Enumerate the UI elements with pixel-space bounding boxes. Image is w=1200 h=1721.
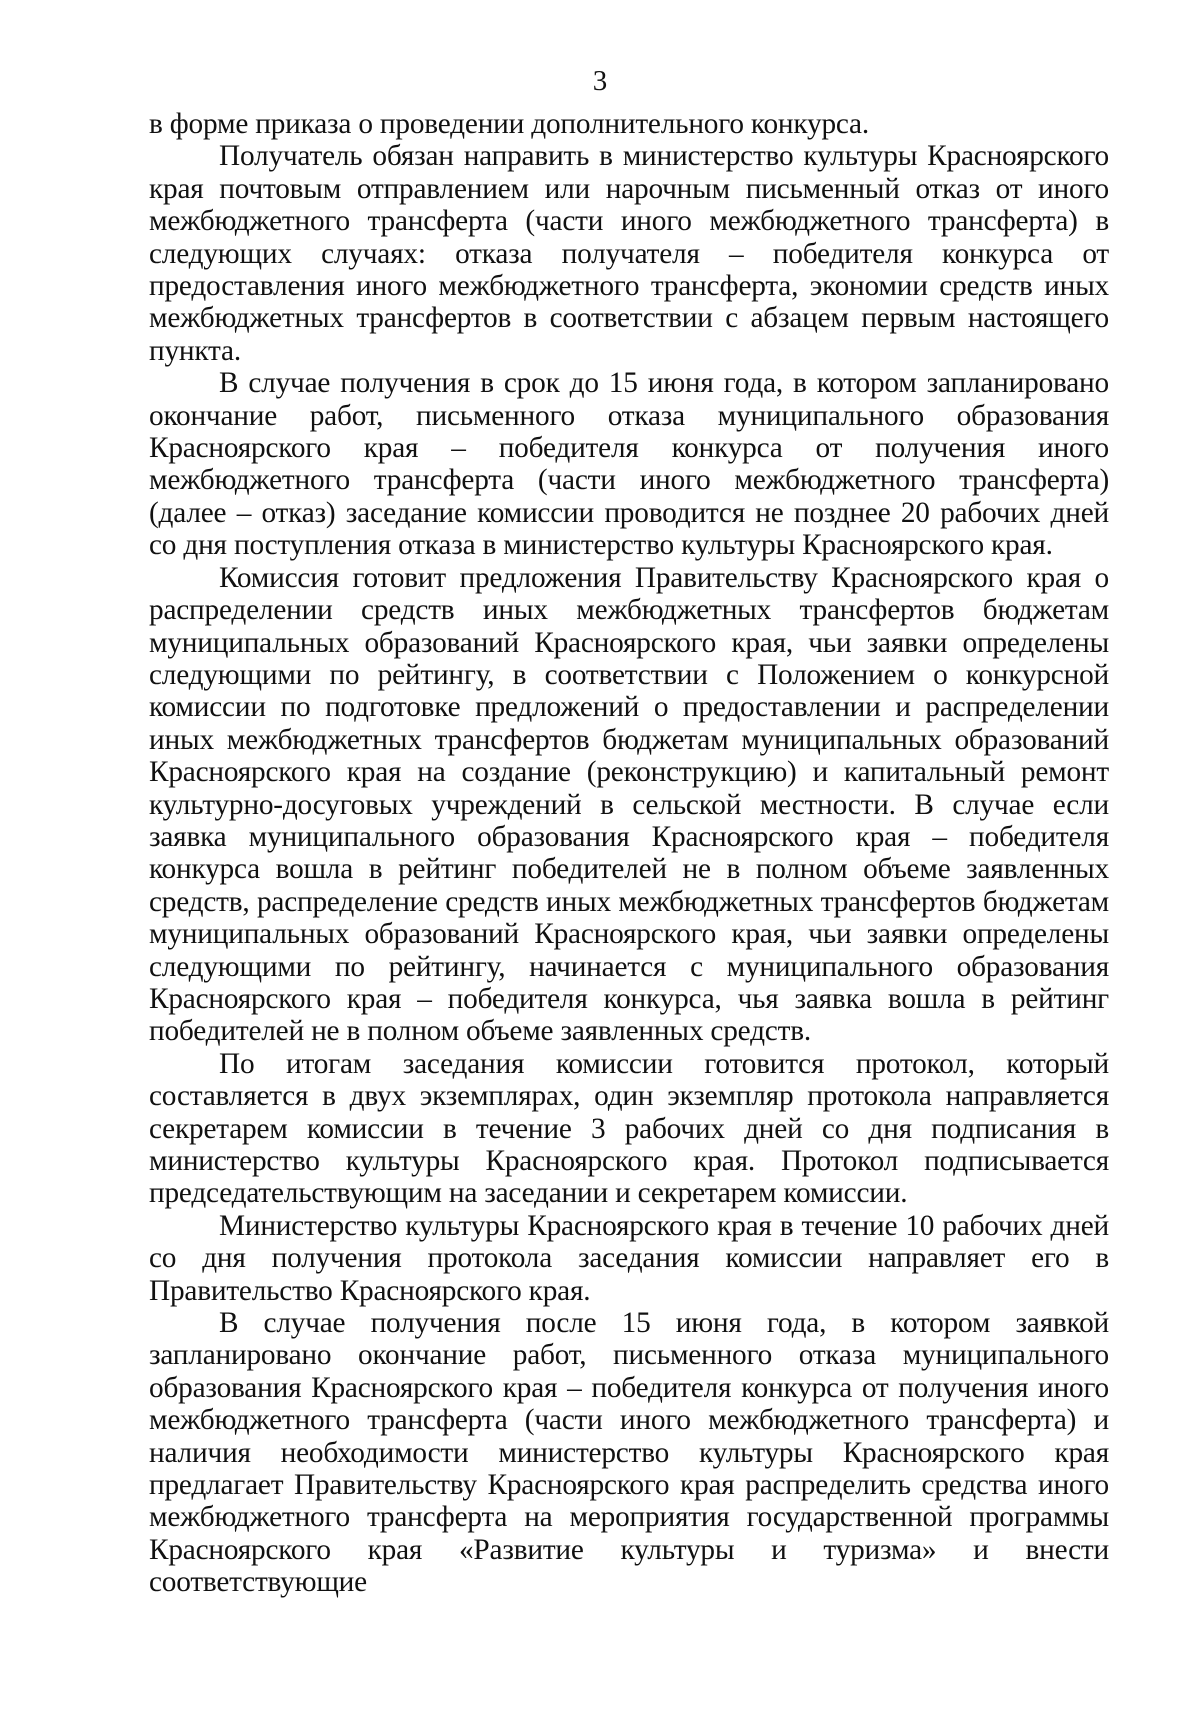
paragraph-recipient-obligation: Получатель обязан направить в министерство культуры Красноярского края почтовым отправлением или нарочным письменный отказ от иного межбюджетного трансферта (части иного межбюджетного трансферта) в следующих случаях: отказа получателя – победителя конкурса от предоставления иного межбюджетного трансферта, экономии средств иных межбюджетных трансфертов в соответствии с абзацем первым настоящего пункта. (149, 140, 1109, 367)
paragraph-protocol: По итогам заседания комиссии готовится протокол, который составляется в двух экземплярах, один экземпляр протокола направляется секретарем комиссии в течение 3 рабочих дней со дня подписания в министерство культуры Красноярского края. Протокол подписывается председательствующим на заседании и секретарем комиссии. (149, 1047, 1109, 1210)
paragraph-refusal-after-deadline: В случае получения после 15 июня года, в котором заявкой запланировано окончание работ, письменного отказа муниципального образования Красноярского края – победителя конкурса от получения иного межбюджетного трансферта (части иного межбюджетного трансферта) и наличия необходимости министерство культуры Красноярского края предлагает Правительству Красноярского края распределить средства иного межбюджетного трансферта на мероприятия государственной программы Красноярского края «Развитие культуры и туризма» и внести соответствующие (149, 1307, 1109, 1599)
paragraph-refusal-before-deadline: В случае получения в срок до 15 июня года, в котором запланировано окончание работ, письменного отказа муниципального образования Красноярского края – победителя конкурса от получения иного межбюджетного трансферта (части иного межбюджетного трансферта) (далее – отказ) заседание комиссии проводится не позднее 20 рабочих дней со дня поступления отказа в министерство культуры Красноярского края. (149, 367, 1109, 562)
page-number: 3 (592, 65, 608, 97)
paragraph-ministry-forwarding: Министерство культуры Красноярского края в течение 10 рабочих дней со дня получения протокола заседания комиссии направляет его в Правительство Красноярского края. (149, 1209, 1109, 1307)
document-body (149, 108, 1109, 1599)
paragraph-commission-proposals: Комиссия готовит предложения Правительству Красноярского края о распределении средств иных межбюджетных трансфертов бюджетам муниципальных образований Красноярского края, чьи заявки определены следующими по рейтингу, в соответствии с Положением о конкурсной комиссии по подготовке предложений о предоставлении и распределении иных межбюджетных трансфертов бюджетам муниципальных образований Красноярского края на создание (реконструкцию) и капитальный ремонт культурно-досуговых учреждений в сельской местности. В случае если заявка муниципального образования Красноярского края – победителя конкурса вошла в рейтинг победителей не в полном объеме заявленных средств, распределение средств иных межбюджетных трансфертов бюджетам муниципальных образований Красноярского края, чьи заявки определены следующими по рейтингу, начинается с муниципального образования Красноярского края – победителя конкурса, чья заявка вошла в рейтинг победителей не в полном объеме заявленных средств. (149, 561, 1109, 1048)
paragraph-continuation: в форме приказа о проведении дополнительного конкурса. (149, 108, 869, 140)
